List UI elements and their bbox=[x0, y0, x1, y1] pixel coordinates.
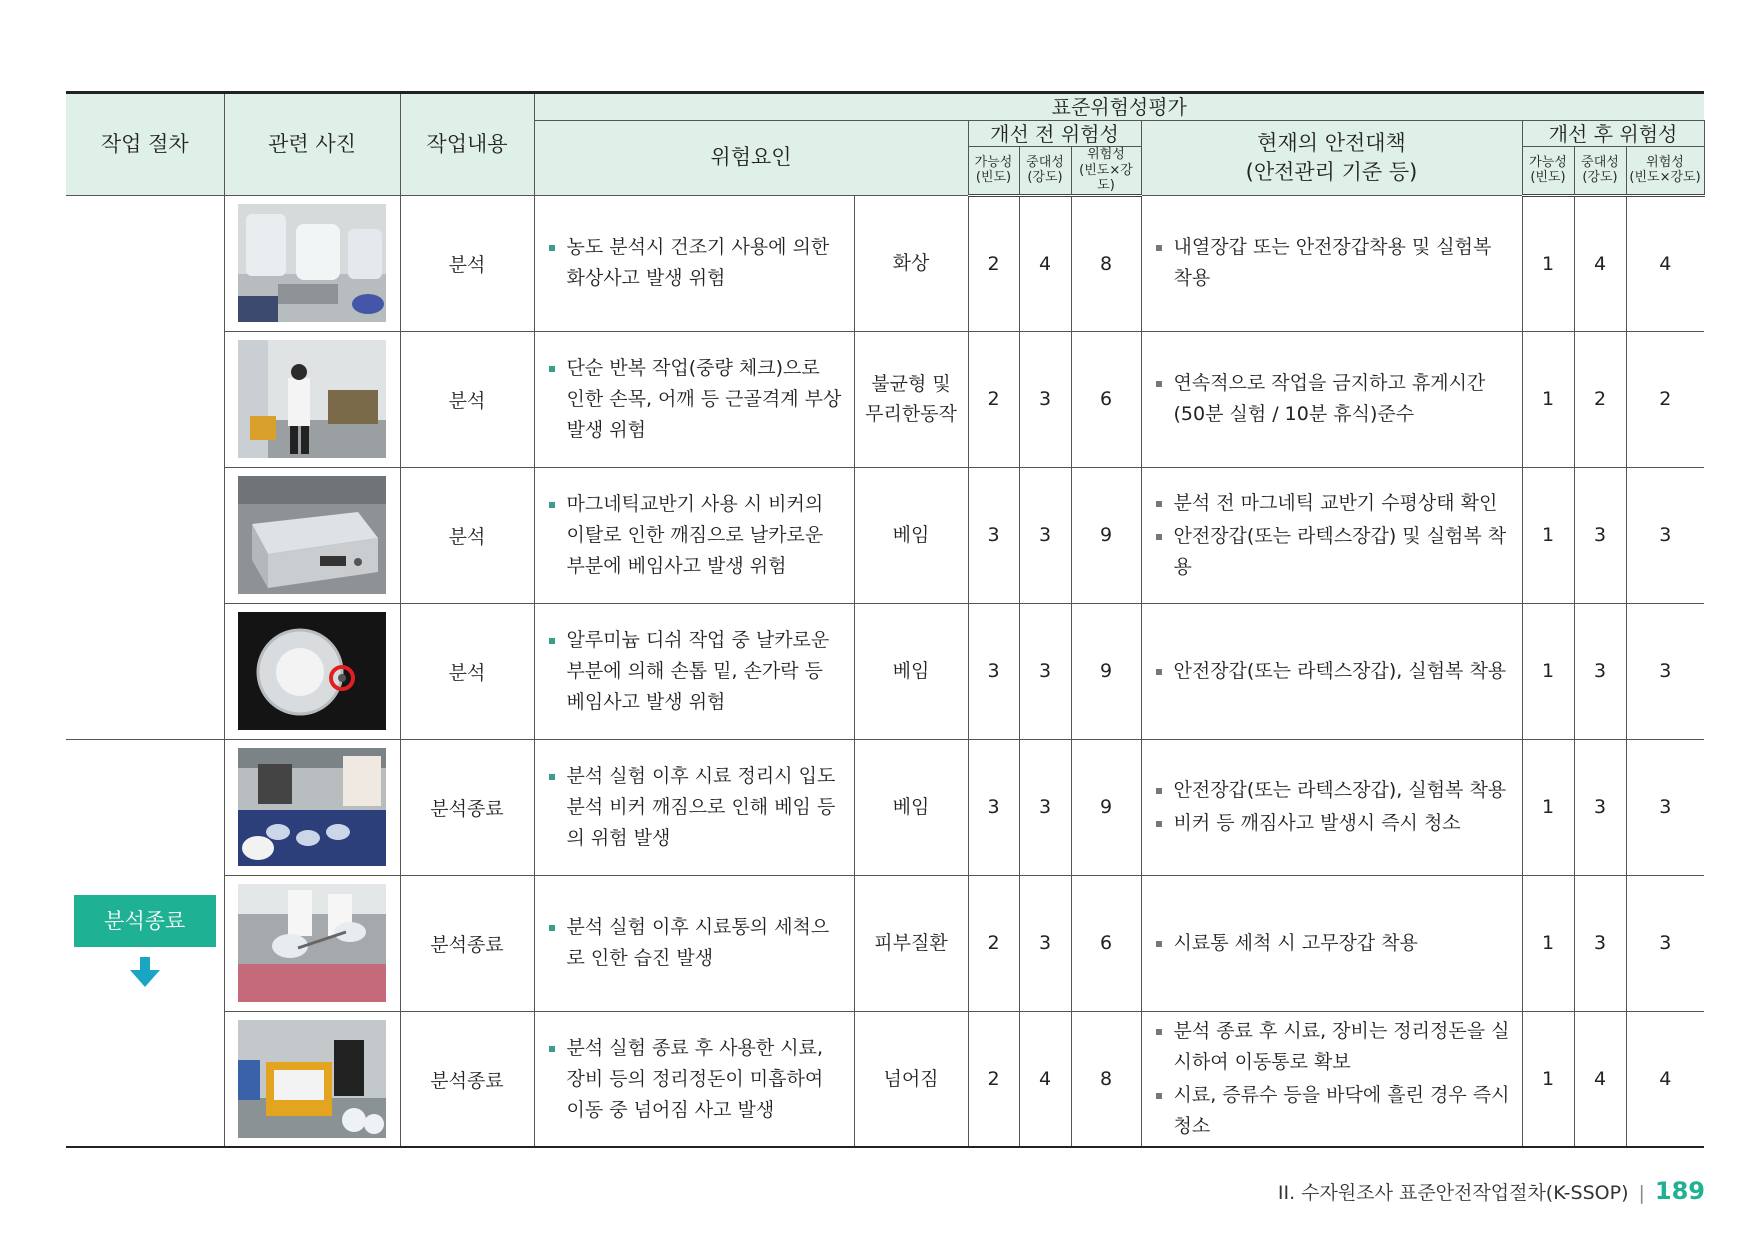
before-likelihood: 3 bbox=[968, 467, 1019, 603]
measure-item: 연속적으로 작업을 금지하고 휴게시간 (50분 실험 / 10분 휴식)준수 bbox=[1154, 368, 1512, 430]
work-content: 분석종료 bbox=[400, 739, 534, 875]
before-likelihood: 2 bbox=[968, 875, 1019, 1011]
after-severity: 4 bbox=[1574, 1011, 1626, 1147]
after-likelihood: 1 bbox=[1522, 875, 1574, 1011]
hazard-cell bbox=[534, 195, 854, 331]
header-after: 개선 후 위험성 bbox=[1522, 121, 1704, 147]
photo-cell bbox=[224, 603, 400, 739]
magnetic-stirrer-photo-icon bbox=[238, 476, 386, 594]
after-likelihood: 1 bbox=[1522, 195, 1574, 331]
hazard-text: 농도 분석시 건조기 사용에 의한 화상사고 발생 위험 bbox=[547, 232, 844, 294]
work-content: 분석 bbox=[400, 195, 534, 331]
measure-item: 분석 전 마그네틱 교반기 수평상태 확인 bbox=[1154, 488, 1512, 519]
before-likelihood: 2 bbox=[968, 1011, 1019, 1147]
hazard-cell bbox=[534, 603, 854, 739]
page-footer bbox=[1278, 1177, 1705, 1205]
photo-cell bbox=[224, 875, 400, 1011]
header-before-likelihood: 가능성 (빈도) bbox=[968, 147, 1019, 196]
step-cell-empty bbox=[66, 195, 224, 739]
before-risk: 9 bbox=[1071, 739, 1141, 875]
measure-item: 분석 종료 후 시료, 장비는 정리정돈을 실시하여 이동통로 확보 bbox=[1154, 1016, 1512, 1078]
work-content: 분석 bbox=[400, 603, 534, 739]
hazard-type: 피부질환 bbox=[854, 875, 968, 1011]
hazard-text: 알루미늄 디쉬 작업 중 날카로운 부분에 의해 손톱 밑, 손가락 등 베임사고 발생 위험 bbox=[547, 625, 844, 718]
measures-cell bbox=[1141, 739, 1522, 875]
table-row bbox=[66, 467, 1704, 603]
photo-cell bbox=[224, 739, 400, 875]
before-severity: 3 bbox=[1019, 739, 1071, 875]
after-severity: 4 bbox=[1574, 195, 1626, 331]
work-content: 분석 bbox=[400, 467, 534, 603]
table-row bbox=[66, 603, 1704, 739]
measure-item: 안전장갑(또는 라텍스장갑), 실험복 착용 bbox=[1154, 775, 1512, 806]
hazard-text: 단순 반복 작업(중량 체크)으로 인한 손목, 어깨 등 근골격계 부상 발생 위험 bbox=[547, 353, 844, 446]
before-risk: 9 bbox=[1071, 603, 1141, 739]
after-severity: 3 bbox=[1574, 875, 1626, 1011]
header-before: 개선 전 위험성 bbox=[968, 121, 1141, 147]
before-risk: 8 bbox=[1071, 195, 1141, 331]
hazard-text: 분석 실험 이후 시료 정리시 입도분석 비커 깨짐으로 인해 베임 등의 위험 발생 bbox=[547, 761, 844, 854]
before-severity: 4 bbox=[1019, 1011, 1071, 1147]
measures-cell bbox=[1141, 1011, 1522, 1147]
after-risk: 2 bbox=[1626, 331, 1704, 467]
hazard-cell bbox=[534, 875, 854, 1011]
work-content: 분석종료 bbox=[400, 1011, 534, 1147]
sample-crate-photo-icon bbox=[238, 1020, 386, 1138]
page-number: 189 bbox=[1654, 1177, 1705, 1205]
step-cell bbox=[66, 739, 224, 1147]
after-risk: 4 bbox=[1626, 195, 1704, 331]
header-content: 작업내용 bbox=[400, 93, 534, 196]
hazard-text: 마그네틱교반기 사용 시 비커의 이탈로 인한 깨짐으로 날카로운 부분에 베임사고 발생 위험 bbox=[547, 489, 844, 582]
header-step: 작업 절차 bbox=[66, 93, 224, 196]
photo-cell bbox=[224, 1011, 400, 1147]
measure-item: 비커 등 깨짐사고 발생시 즉시 청소 bbox=[1154, 808, 1512, 839]
before-likelihood: 2 bbox=[968, 195, 1019, 331]
measure-item: 내열장갑 또는 안전장갑착용 및 실험복 착용 bbox=[1154, 232, 1512, 294]
hazard-type: 베임 bbox=[854, 467, 968, 603]
header-after-severity: 중대성 (강도) bbox=[1574, 147, 1626, 196]
header-measures bbox=[1141, 121, 1522, 196]
hazard-text: 분석 실험 이후 시료통의 세척으로 인한 습진 발생 bbox=[547, 912, 844, 974]
measure-item: 시료통 세척 시 고무장갑 착용 bbox=[1154, 928, 1512, 959]
after-risk: 4 bbox=[1626, 1011, 1704, 1147]
after-severity: 2 bbox=[1574, 331, 1626, 467]
after-severity: 3 bbox=[1574, 467, 1626, 603]
measure-item: 안전장갑(또는 라텍스장갑), 실험복 착용 bbox=[1154, 656, 1512, 687]
hazard-cell bbox=[534, 1011, 854, 1147]
after-likelihood: 1 bbox=[1522, 331, 1574, 467]
table-row bbox=[66, 331, 1704, 467]
after-likelihood: 1 bbox=[1522, 603, 1574, 739]
hazard-type: 베임 bbox=[854, 603, 968, 739]
before-likelihood: 2 bbox=[968, 331, 1019, 467]
before-risk: 8 bbox=[1071, 1011, 1141, 1147]
header-measures-line2: (안전관리 기준 등) bbox=[1245, 159, 1418, 184]
hazard-cell bbox=[534, 331, 854, 467]
before-severity: 4 bbox=[1019, 195, 1071, 331]
lab-bottles-photo-icon bbox=[238, 204, 386, 322]
hazard-type: 베임 bbox=[854, 739, 968, 875]
hazard-type: 화상 bbox=[854, 195, 968, 331]
photo-cell bbox=[224, 331, 400, 467]
header-hazard: 위험요인 bbox=[534, 121, 968, 196]
footer-section-title: II. 수자원조사 표준안전작업절차(K-SSOP) bbox=[1277, 1182, 1629, 1204]
before-risk: 9 bbox=[1071, 467, 1141, 603]
measures-cell bbox=[1141, 875, 1522, 1011]
after-likelihood: 1 bbox=[1522, 467, 1574, 603]
washing-photo-icon bbox=[238, 884, 386, 1002]
footer-separator: | bbox=[1638, 1182, 1645, 1204]
before-severity: 3 bbox=[1019, 331, 1071, 467]
after-risk: 3 bbox=[1626, 875, 1704, 1011]
table-row bbox=[66, 1011, 1704, 1147]
header-measures-line1: 현재의 안전대책 bbox=[1257, 130, 1406, 155]
header-before-severity: 중대성 (강도) bbox=[1019, 147, 1071, 196]
after-likelihood: 1 bbox=[1522, 739, 1574, 875]
before-risk: 6 bbox=[1071, 331, 1141, 467]
measures-cell bbox=[1141, 331, 1522, 467]
before-likelihood: 3 bbox=[968, 739, 1019, 875]
risk-assessment-table bbox=[66, 91, 1705, 1148]
photo-cell bbox=[224, 467, 400, 603]
before-severity: 3 bbox=[1019, 875, 1071, 1011]
measures-cell bbox=[1141, 467, 1522, 603]
header-before-risk: 위험성 (빈도×강도) bbox=[1071, 147, 1141, 196]
before-likelihood: 3 bbox=[968, 603, 1019, 739]
after-risk: 3 bbox=[1626, 739, 1704, 875]
beakers-photo-icon bbox=[238, 748, 386, 866]
before-severity: 3 bbox=[1019, 603, 1071, 739]
after-risk: 3 bbox=[1626, 603, 1704, 739]
work-content: 분석 bbox=[400, 331, 534, 467]
hazard-type: 불균형 및 무리한동작 bbox=[854, 331, 968, 467]
aluminum-dish-photo-icon bbox=[238, 612, 386, 730]
header-photo: 관련 사진 bbox=[224, 93, 400, 196]
before-severity: 3 bbox=[1019, 467, 1071, 603]
hazard-cell bbox=[534, 739, 854, 875]
hazard-type: 넘어짐 bbox=[854, 1011, 968, 1147]
header-after-risk: 위험성 (빈도×강도) bbox=[1626, 147, 1704, 196]
work-content: 분석종료 bbox=[400, 875, 534, 1011]
hazard-text: 분석 실험 종료 후 사용한 시료, 장비 등의 정리정돈이 미흡하여 이동 중 넘어짐 사고 발생 bbox=[547, 1033, 844, 1126]
table-row bbox=[66, 195, 1704, 331]
before-risk: 6 bbox=[1071, 875, 1141, 1011]
header-assessment: 표준위험성평가 bbox=[534, 93, 1704, 121]
arrow-down-icon bbox=[130, 957, 160, 991]
measures-cell bbox=[1141, 195, 1522, 331]
table-row bbox=[66, 739, 1704, 875]
step-badge: 분석종료 bbox=[74, 895, 216, 947]
after-severity: 3 bbox=[1574, 603, 1626, 739]
measure-item: 안전장갑(또는 라텍스장갑) 및 실험복 착용 bbox=[1154, 521, 1512, 583]
measure-item: 시료, 증류수 등을 바닥에 흘린 경우 즉시 청소 bbox=[1154, 1080, 1512, 1142]
photo-cell bbox=[224, 195, 400, 331]
after-risk: 3 bbox=[1626, 467, 1704, 603]
after-severity: 3 bbox=[1574, 739, 1626, 875]
header-after-likelihood: 가능성 (빈도) bbox=[1522, 147, 1574, 196]
hazard-cell bbox=[534, 467, 854, 603]
measures-cell bbox=[1141, 603, 1522, 739]
lab-workers-photo-icon bbox=[238, 340, 386, 458]
after-likelihood: 1 bbox=[1522, 1011, 1574, 1147]
table-row bbox=[66, 875, 1704, 1011]
